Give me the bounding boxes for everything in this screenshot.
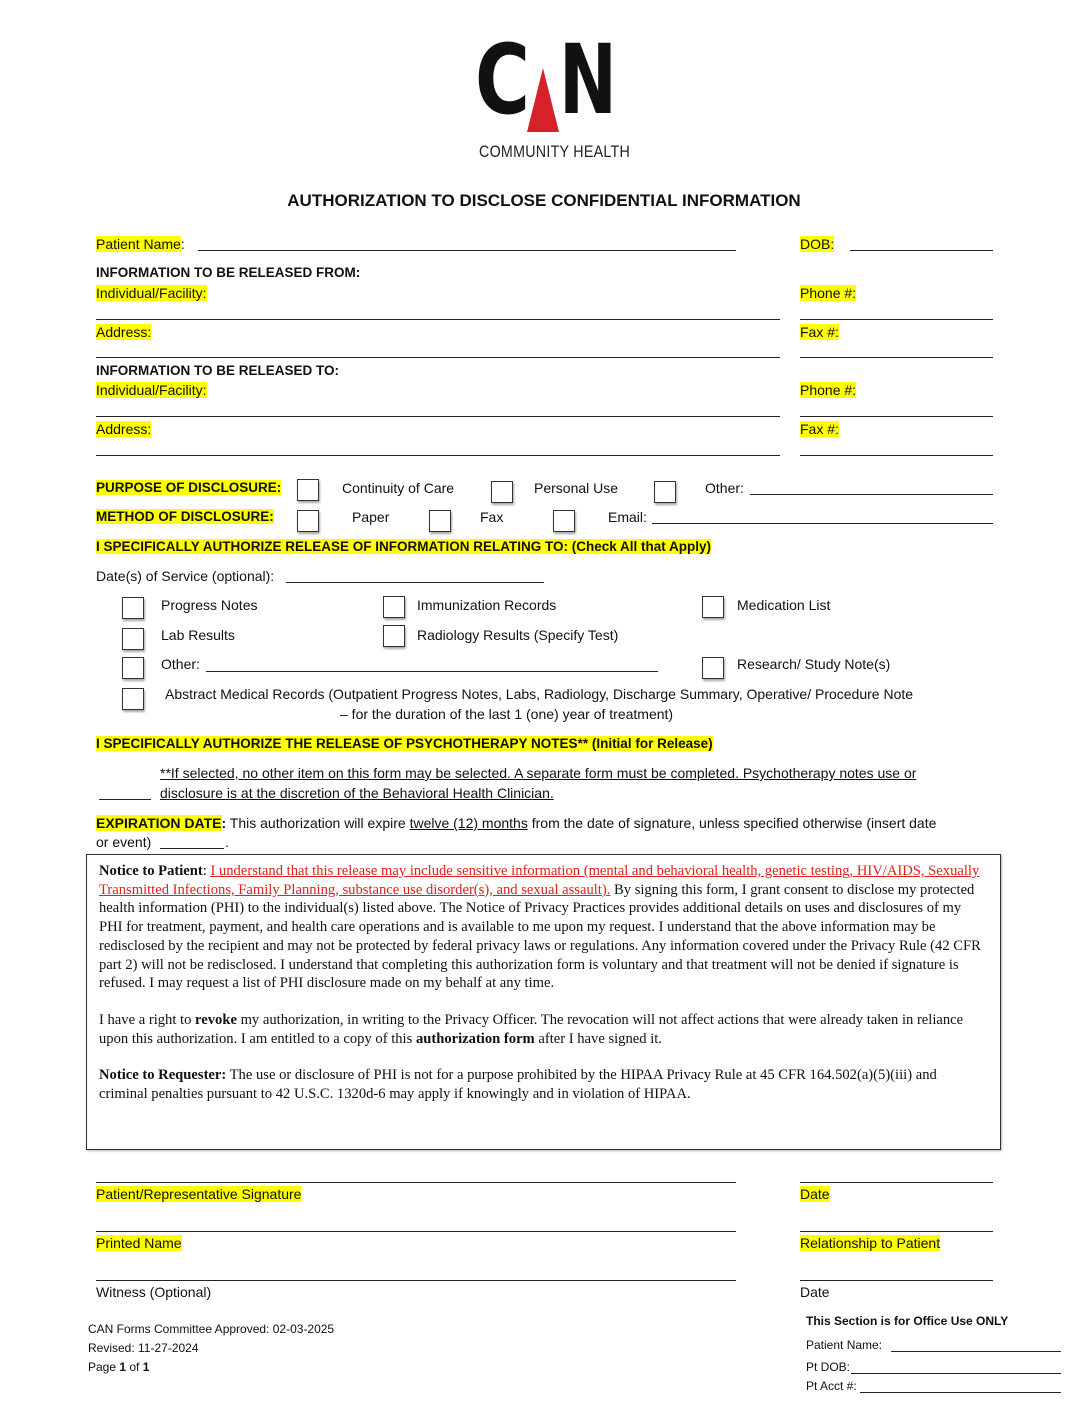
method-email-field[interactable] [652, 523, 993, 524]
logo-subtitle: COMMUNITY HEALTH [479, 142, 631, 161]
from-phone-label: Phone #: [800, 285, 857, 301]
notice-to-requester: Notice to Requester: The use or disclosure of PHI is not for a purpose prohibited by the HIPAA Privacy Rule at 45 CFR 164.502(a)(5)(iii) and criminal penalties pursuant to 42 U.S.C. 1320d-6 may apply if knowingly and in violation of HIPAA. [99, 1067, 937, 1103]
released-to-heading: INFORMATION TO BE RELEASED TO: [96, 363, 340, 378]
authorize-release-heading: I SPECIFICALLY AUTHORIZE RELEASE OF INFORMATION RELATING TO: (Check All that Apply) [96, 539, 712, 554]
office-patient-name-field[interactable] [891, 1351, 1061, 1352]
logo-red-triangle-icon [527, 68, 559, 132]
revoke-paragraph: I have a right to revoke my authorization, in writing to the Privacy Officer. The revocation will not affect actions that were already taken in reliance upon this authorization. I am entitled to a copy of this authorization form after I have signed it. [99, 1011, 964, 1047]
medication-list-label: Medication List [737, 597, 831, 613]
office-dob-field[interactable] [851, 1373, 1061, 1374]
method-fax-checkbox[interactable] [429, 510, 451, 532]
from-facility-label: Individual/Facility: [96, 285, 207, 301]
to-fax-field[interactable] [800, 455, 993, 456]
printed-name-field[interactable] [96, 1231, 736, 1232]
other-records-field[interactable] [206, 671, 658, 672]
lab-results-checkbox[interactable] [122, 628, 144, 650]
progress-notes-checkbox[interactable] [122, 597, 144, 619]
research-notes-label: Research/ Study Note(s) [737, 656, 891, 672]
office-patient-name-label: Patient Name: [806, 1338, 883, 1352]
method-paper-label: Paper [352, 509, 390, 525]
logo-letter-c: C [475, 24, 527, 136]
office-dob-label: Pt DOB: [806, 1360, 851, 1374]
dob-field[interactable] [850, 250, 993, 251]
other-records-checkbox[interactable] [122, 657, 144, 679]
to-facility-label: Individual/Facility: [96, 382, 207, 398]
psychotherapy-heading: I SPECIFICALLY AUTHORIZE THE RELEASE OF PSYCHOTHERAPY NOTES** (Initial for Release) [96, 736, 713, 751]
to-phone-label: Phone #: [800, 382, 857, 398]
released-from-heading: INFORMATION TO BE RELEASED FROM: [96, 265, 361, 280]
psychotherapy-initial-field[interactable] [99, 799, 151, 800]
footer-page-number: Page 1 of 1 [88, 1360, 150, 1374]
patient-name-label: Patient Name: [96, 236, 185, 252]
logo-letter-n: N [559, 24, 617, 136]
purpose-personal-use-checkbox[interactable] [491, 481, 513, 503]
notice-to-patient: Notice to Patient: I understand that this release may include sensitive information (mental and behavioral health, genetic testing, HIV/AIDS, Sexually Transmitted Infections, Family Planning, substance use disorder(s), and sexual assault). By signing this form, I grant consent to disclose my protected health information (PHI) to the individual(s) listed above. The Notice of Privacy Practices provides additional details on uses and disclosures of my PHI for treatment, payment, and health care operations and is available to me upon my request. I understand that the above information may be redisclosed by the recipient and may not be protected by federal privacy laws or regulations. Any information covered under the Privacy Rule (42 CFR part 2) will not be redisclosed. I understand that completing this authorization form is voluntary and that treatment will not be denied if signature is refused. I may request a list of PHI disclosure made on my behalf at any time. [99, 863, 981, 992]
to-fax-label: Fax #: [800, 421, 839, 437]
research-notes-checkbox[interactable] [702, 657, 724, 679]
radiology-results-checkbox[interactable] [383, 625, 405, 647]
immunization-records-label: Immunization Records [417, 597, 557, 613]
radiology-results-label: Radiology Results (Specify Test) [417, 627, 619, 643]
progress-notes-label: Progress Notes [161, 597, 258, 613]
abstract-records-label-line2: – for the duration of the last 1 (one) year of treatment) [340, 706, 674, 722]
signature-label: Patient/Representative Signature [96, 1186, 302, 1202]
signature-field[interactable] [96, 1182, 736, 1183]
medication-list-checkbox[interactable] [702, 596, 724, 618]
footer-revised: Revised: 11-27-2024 [88, 1341, 199, 1355]
expiration-line2: or event) [96, 834, 152, 850]
from-facility-field[interactable] [96, 319, 780, 320]
witness-date-field[interactable] [800, 1280, 993, 1281]
signature-date-label: Date [800, 1186, 830, 1202]
from-address-field[interactable] [96, 357, 780, 358]
signature-date-field[interactable] [800, 1182, 993, 1183]
expiration-line1: EXPIRATION DATE: This authorization will expire twelve (12) months from the date of signature, unless specified otherwise (insert date [96, 815, 937, 831]
psychotherapy-note-line2: disclosure is at the discretion of the Behavioral Health Clinician. [160, 785, 554, 801]
relationship-field[interactable] [800, 1231, 993, 1232]
from-phone-field[interactable] [800, 319, 993, 320]
to-address-label: Address: [96, 421, 152, 437]
witness-label: Witness (Optional) [96, 1284, 212, 1300]
form-title: AUTHORIZATION TO DISCLOSE CONFIDENTIAL INFORMATION [287, 191, 801, 210]
dob-label: DOB: [800, 236, 835, 252]
footer-approved: CAN Forms Committee Approved: 02-03-2025 [88, 1322, 335, 1336]
purpose-other-label: Other: [705, 480, 744, 496]
dates-of-service-field[interactable] [286, 582, 544, 583]
relationship-label: Relationship to Patient [800, 1235, 941, 1251]
witness-date-label: Date [800, 1284, 830, 1300]
dates-of-service-label: Date(s) of Service (optional): [96, 568, 275, 584]
purpose-other-field[interactable] [750, 494, 993, 495]
lab-results-label: Lab Results [161, 627, 235, 643]
printed-name-label: Printed Name [96, 1235, 182, 1251]
immunization-records-checkbox[interactable] [383, 596, 405, 618]
from-fax-field[interactable] [800, 357, 993, 358]
method-email-checkbox[interactable] [553, 510, 575, 532]
patient-name-field[interactable] [198, 250, 736, 251]
can-community-health-logo [475, 24, 631, 165]
other-records-label: Other: [161, 656, 200, 672]
method-email-label: Email: [608, 509, 647, 525]
office-acct-field[interactable] [860, 1392, 1061, 1393]
from-address-label: Address: [96, 324, 152, 340]
purpose-label: PURPOSE OF DISCLOSURE: [96, 480, 282, 495]
purpose-personal-use-label: Personal Use [534, 480, 619, 496]
abstract-records-label-line1: Abstract Medical Records (Outpatient Progress Notes, Labs, Radiology, Discharge Summary, Operative/ Procedure Note [165, 686, 914, 702]
psychotherapy-note-line1: **If selected, no other item on this form may be selected. A separate form must be completed. Psychotherapy notes use or [160, 765, 917, 781]
office-acct-label: Pt Acct #: [806, 1379, 857, 1393]
to-phone-field[interactable] [800, 416, 993, 417]
purpose-other-checkbox[interactable] [654, 481, 676, 503]
expiration-period: . [225, 834, 229, 850]
from-fax-label: Fax #: [800, 324, 839, 340]
witness-field[interactable] [96, 1280, 736, 1281]
to-address-field[interactable] [96, 455, 780, 456]
method-paper-checkbox[interactable] [297, 510, 319, 532]
abstract-records-checkbox[interactable] [122, 688, 144, 710]
purpose-continuity-label: Continuity of Care [342, 480, 455, 496]
purpose-continuity-checkbox[interactable] [297, 479, 319, 501]
method-label: METHOD OF DISCLOSURE: [96, 509, 274, 524]
expiration-date-field[interactable] [160, 848, 224, 849]
method-fax-label: Fax [480, 509, 504, 525]
to-facility-field[interactable] [96, 416, 780, 417]
notice-box [86, 854, 1001, 1150]
office-use-heading: This Section is for Office Use ONLY [806, 1314, 1009, 1328]
